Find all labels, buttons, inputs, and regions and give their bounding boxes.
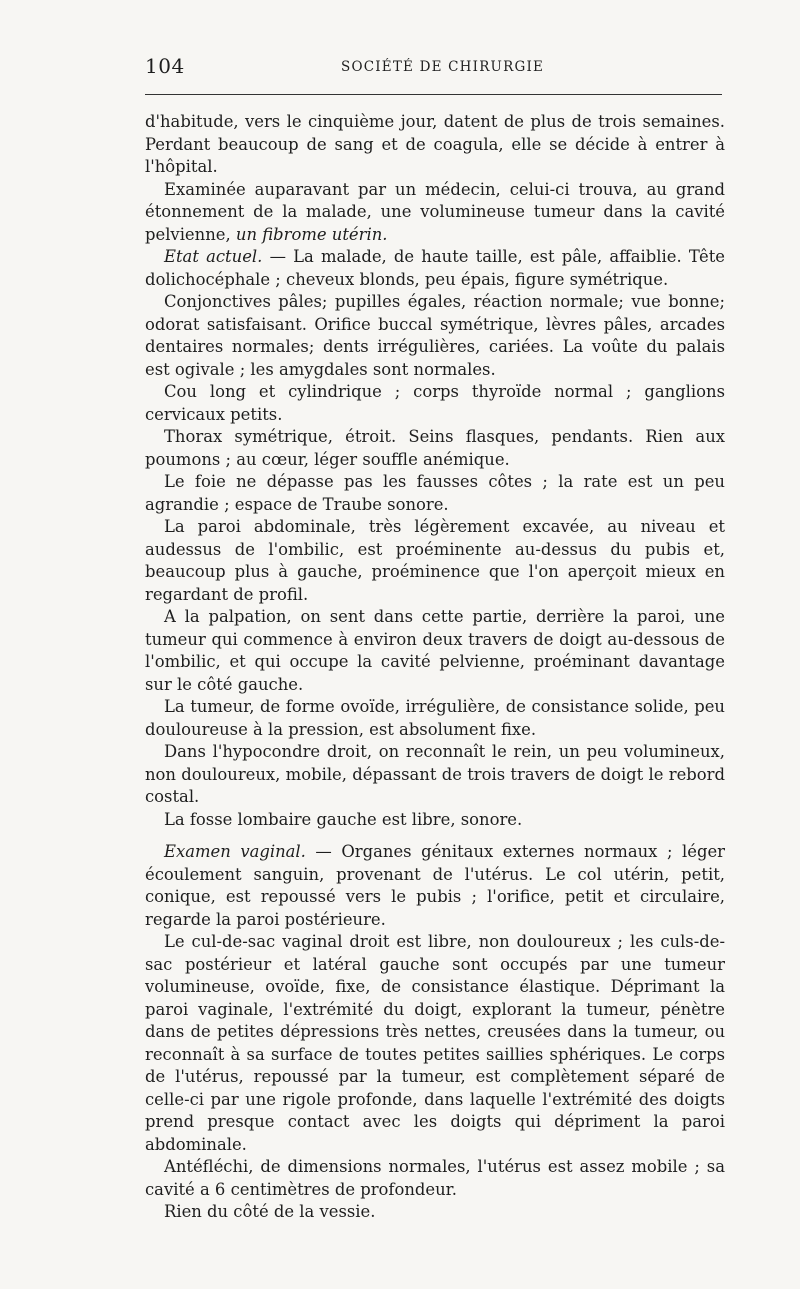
paragraph-14: Le cul-de-sac vaginal droit est libre, non douloureux ; les culs-de-sac postérieur et latéral gauche sont occupés par une tumeur volumineuse, ovoïde, fixe, de consistance élastique. Déprimant la paroi vaginale, l'extrémité du doigt, explorant la tumeur, pénètre dans de petites dépressions très nettes, creusées dans la tumeur, ou reconnaît à sa surface de toutes petites saillies sphériques. Le corps de l'utérus, repoussé par la tumeur, est complètement séparé de celle-ci par une rigole profonde, dans laquelle l'extrémité des doigts prend presque contact avec les doigts qui dépriment la paroi abdominale. — [145, 932, 725, 1154]
paragraph-5: Cou long et cylindrique ; corps thyroïde normal ; ganglions cervicaux petits. — [145, 382, 725, 424]
paragraph-1: d'habitude, vers le cinquième jour, datent de plus de trois semaines. Perdant beaucoup de sang et de coagula, elle se décide à entrer à l'hôpital. — [145, 112, 725, 176]
paragraph-12: La fosse lombaire gauche est libre, sonore. — [164, 809, 523, 829]
paragraph-7: Le foie ne dépasse pas les fausses côtes ; la rate est un peu agrandie ; espace de Traube sonore. — [145, 472, 725, 514]
header-rule — [145, 94, 722, 95]
paragraph-10: La tumeur, de forme ovoïde, irrégulière, de consistance solide, peu douloureuse à la pression, est absolument fixe. — [145, 697, 725, 739]
paragraph-16: Rien du côté de la vessie. — [164, 1202, 376, 1221]
paragraph-11: Dans l'hypocondre droit, on reconnaît le rein, un peu volumineux, non douloureux, mobile, dépassant de trois travers de doigt le rebord costal. — [145, 742, 725, 806]
paragraph-etat-actuel — [145, 246, 725, 291]
paragraph-13-text: — Organes génitaux externes normaux ; léger écoulement sanguin, provenant de l'utérus. Le col utérin, petit, conique, est repoussé vers le pubis ; l'orifice, petit et circulaire, regarde la paroi postérieure. — [145, 842, 725, 929]
running-head — [145, 54, 722, 84]
section-label-examen-vaginal: Examen vaginal. — [164, 842, 306, 861]
paragraph-15: Antéfléchi, de dimensions normales, l'utérus est assez mobile ; sa cavité a 6 centimètres de profondeur. — [145, 1157, 725, 1199]
paragraph-8: La paroi abdominale, très légèrement excavée, au niveau et audessus de l'ombilic, est proéminente au-dessus du pubis et, beaucoup plus à gauche, proéminence que l'on aperçoit mieux en regardant de profil. — [145, 517, 725, 604]
paragraph-2-text: Examinée auparavant par un médecin, celui-ci trouva, au grand étonnement de la malade, une volumineuse tumeur dans la cavité pelvienne, — [145, 179, 725, 244]
paragraph-4: Conjonctives pâles; pupilles égales, réaction normale; vue bonne; odorat satisfaisant. Orifice buccal symétrique, lèvres pâles, arcades dentaires normales; dents irrégulières, cariées. La voûte du palais est ogivale ; les amygdales sont normales. — [145, 292, 725, 379]
paragraph-6: Thorax symétrique, étroit. Seins flasques, pendants. Rien aux poumons ; au cœur, léger souffle anémique. — [145, 427, 725, 469]
paragraph-examen-vaginal — [145, 841, 725, 931]
page-number: 104 — [145, 54, 185, 78]
section-label-etat-actuel: Etat actuel. — [164, 247, 263, 266]
diagnosis-italic: un fibrome utérin. — [235, 224, 388, 244]
journal-title: SOCIÉTÉ DE CHIRURGIE — [341, 59, 545, 75]
paragraph-3-text: — La malade, de haute taille, est pâle, affaiblie. Tête dolichocéphale ; cheveux blonds, peu épais, figure symétrique. — [145, 247, 725, 289]
paragraph-2 — [145, 179, 725, 247]
body-text — [145, 111, 725, 1224]
paragraph-9: A la palpation, on sent dans cette partie, derrière la paroi, une tumeur qui commence à environ deux travers de doigt au-dessous de l'ombilic, et qui occupe la cavité pelvienne, proéminant davantage sur le côté gauche. — [145, 607, 725, 694]
